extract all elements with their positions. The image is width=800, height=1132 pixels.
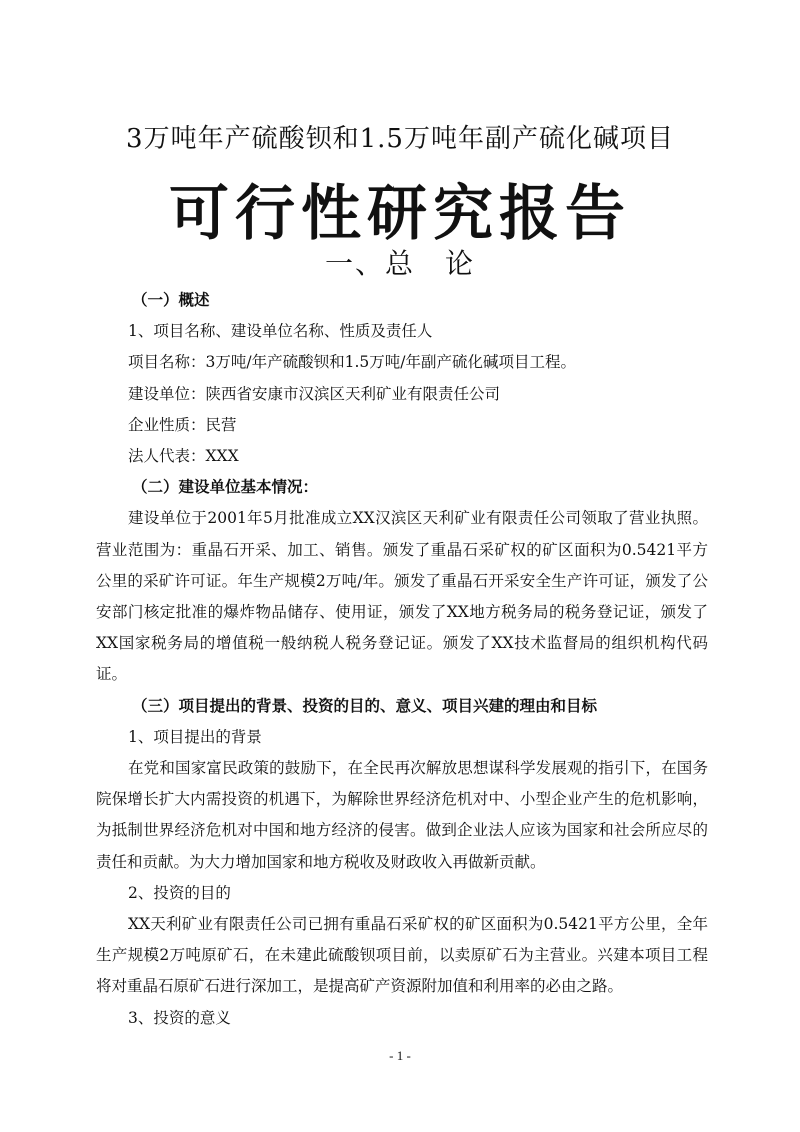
page-number: - 1 -: [389, 1048, 411, 1063]
paragraph-basic-info: 建设单位于2001年5月批准成立XX汉滨区天利矿业有限责任公司领取了营业执照。营业范围为：重晶石开采、加工、销售。颁发了重晶石采矿权的矿区面积为0.5421平方公里的采矿许可证。年生产规模2万吨/年。颁发了重晶石开采安全生产许可证，颁发了公安部门核定批准的爆炸物品储存、使用证，颁发了XX地方税务局的税务登记证，颁发了XX国家税务局的增值税一般纳税人税务登记证。颁发了XX技术监督局的组织机构代码证。: [96, 509, 708, 684]
document-body: [96, 285, 708, 1034]
project-name: 项目名称：3万吨/年产硫酸钡和1.5万吨/年副产硫化碱项目工程。: [128, 353, 576, 372]
legal-representative: 法人代表：XXX: [128, 446, 239, 465]
section-title: 一、总 论: [324, 247, 475, 280]
item-meaning: 3、投资的意义: [128, 1008, 231, 1027]
report-title: 可行性研究报告: [169, 179, 631, 249]
item-project-info: 1、项目名称、建设单位名称、性质及责任人: [128, 322, 433, 341]
report-subtitle: 3万吨年产硫酸钡和1.5万吨年副产硫化碱项目: [126, 124, 674, 154]
heading-overview: （一）概述: [132, 291, 210, 309]
enterprise-nature: 企业性质：民营: [128, 415, 237, 434]
item-background: 1、项目提出的背景: [128, 727, 262, 746]
heading-basic-info: （二）建设单位基本情况：: [132, 478, 319, 497]
paragraph-background: 在党和国家富民政策的鼓励下，在全民再次解放思想谋科学发展观的指引下，在国务院保增长扩大内需投资的机遇下，为解除世界经济危机对中、小型企业产生的危机影响，为抵制世界经济危机对中国和地方经济的侵害。做到企业法人应该为国家和社会所应尽的责任和贡献。为大力增加国家和地方税收及财政收入再做新贡献。: [96, 758, 708, 871]
paragraph-purpose: XX天利矿业有限责任公司已拥有重晶石采矿权的矿区面积为0.5421平方公里，全年生产规模2万吨原矿石，在未建此硫酸钡项目前，以卖原矿石为主营业。兴建本项目工程将对重晶石原矿石进行深加工，是提高矿产资源附加值和利用率的必由之路。: [96, 914, 708, 996]
item-purpose: 2、投资的目的: [128, 883, 231, 902]
builder-unit: 建设单位：陕西省安康市汉滨区天利矿业有限责任公司: [128, 384, 501, 403]
heading-background: （三）项目提出的背景、投资的目的、意义、项目兴建的理由和目标: [132, 696, 598, 715]
